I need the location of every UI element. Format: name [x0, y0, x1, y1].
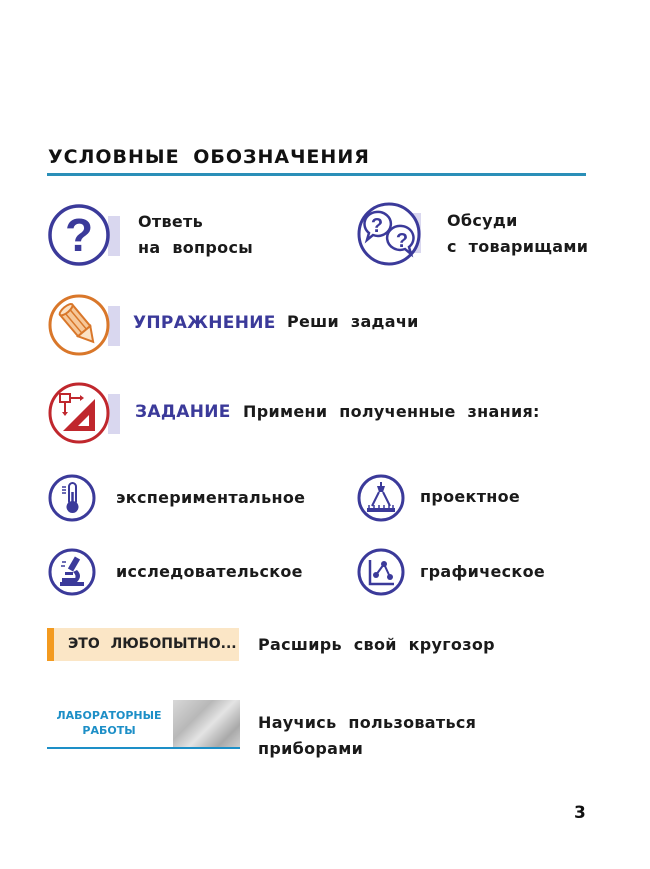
- lab-label-line1: ЛАБОРАТОРНЫЕ: [56, 709, 162, 722]
- svg-text:?: ?: [370, 215, 384, 237]
- thermometer-icon: [48, 474, 96, 522]
- task-type-project: проектное: [420, 487, 521, 506]
- lab-works-badge: [47, 700, 171, 746]
- curious-badge: ЭТО ЛЮБОПЫТНО...: [47, 628, 239, 661]
- lab-label-line2: РАБОТЫ: [82, 724, 136, 737]
- task-label: ЗАДАНИЕ: [135, 402, 231, 422]
- exercise-label: УПРАЖНЕНИЕ: [133, 313, 276, 333]
- svg-text:?: ?: [64, 209, 94, 261]
- pencil-icon: [47, 293, 111, 357]
- svg-text:?: ?: [395, 230, 409, 252]
- title-underline: [47, 173, 586, 176]
- question-circle-icon: [47, 203, 111, 267]
- microscope-icon: [48, 548, 96, 596]
- compass-ruler-icon: [357, 474, 405, 522]
- curious-text: Расширь свой кругозор: [258, 635, 495, 654]
- lab-text-line2: приборами: [258, 739, 364, 758]
- lab-instrument-image: [173, 700, 240, 747]
- graph-icon: [357, 548, 405, 596]
- discuss-line2: с товарищами: [447, 237, 589, 256]
- task-type-experimental: экспериментальное: [116, 488, 306, 507]
- answer-line2: на вопросы: [138, 238, 253, 257]
- lab-underline: [47, 747, 240, 749]
- page-number: 3: [574, 803, 586, 823]
- page-title: УСЛОВНЫЕ ОБОЗНАЧЕНИЯ: [48, 146, 370, 168]
- task-type-research: исследовательское: [116, 562, 303, 581]
- task-text: Примени полученные знания:: [243, 402, 540, 421]
- lab-text-line1: Научись пользоваться: [258, 713, 477, 732]
- discuss-line1: Обсуди: [447, 211, 518, 230]
- answer-line1: Ответь: [138, 212, 204, 231]
- flowchart-triangle-ruler-icon: [47, 381, 111, 445]
- task-type-graphic: графическое: [420, 562, 546, 581]
- exercise-text: Реши задачи: [287, 312, 419, 331]
- speech-bubbles-question-icon: [356, 201, 422, 267]
